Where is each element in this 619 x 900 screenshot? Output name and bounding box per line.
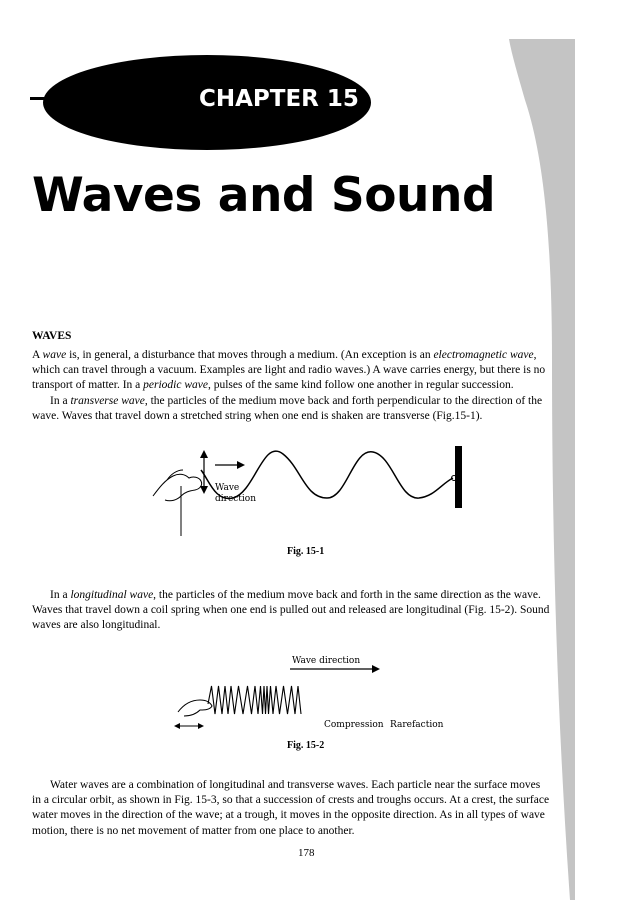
text-line: A wave is, in general, a disturbance that moves through a medium. (An exception is an electromagnetic wave,	[32, 349, 537, 361]
text-line: Waves that travel down a coil spring when one end is pulled out and released are longitudinal (Fig. 15-2). Sound	[32, 604, 550, 617]
hand-illustration	[178, 700, 212, 716]
hand-illustration	[153, 474, 202, 501]
wave-direction-label: Wave	[215, 483, 240, 493]
paragraph-longitudinal	[32, 588, 575, 634]
spring-coil	[208, 686, 301, 714]
page-number: 178	[298, 847, 315, 859]
text-line: waves are also longitudinal.	[32, 619, 161, 632]
figure-longitudinal-wave	[168, 652, 458, 734]
paragraph-water-waves	[32, 778, 575, 839]
text-line: wave. Waves that travel down a stretched string when one end is shaken are transverse (Fig.15-1).	[32, 410, 483, 423]
figure-caption: Fig. 15-2	[287, 740, 325, 751]
text-line: water moves in the direction of the wave; at a trough, it moves in the opposite direction. As in all types of wave	[32, 809, 545, 822]
text-line: motion, there is no net movement of matter from one place to another.	[32, 824, 355, 837]
text-line: In a longitudinal wave, the particles of the medium move back and forth in the same direction as the wave.	[50, 589, 541, 601]
wave-direction-label: Wave direction	[292, 656, 361, 666]
text-line: In a transverse wave, the particles of the medium move back and forth perpendicular to the direction of the	[50, 395, 543, 407]
chapter-rule	[30, 97, 164, 100]
figure-transverse-wave	[145, 440, 465, 540]
wave-direction-label: direction	[215, 494, 257, 504]
compression-label: Compression	[324, 720, 384, 730]
paragraph-transverse	[32, 394, 575, 424]
paragraph-wave-definition	[32, 348, 575, 394]
rarefaction-label: Rarefaction	[390, 720, 444, 730]
text-line: in a circular orbit, as shown in Fig. 15-3, so that a succession of crests and troughs occurs. At a crest, the surface	[32, 794, 550, 807]
chapter-title: Waves and Sound	[32, 168, 496, 223]
figure-caption: Fig. 15-1	[287, 546, 325, 557]
chapter-label: CHAPTER 15	[199, 86, 359, 112]
text-line: which can travel through a vacuum. Examples are light and radio waves.) A wave carries energy, but there is no	[32, 364, 546, 377]
text-line: Water waves are a combination of longitudinal and transverse waves. Each particle near the surface moves	[50, 779, 541, 791]
text-line: transport of matter. In a periodic wave, pulses of the same kind follow one another in regular succession.	[32, 379, 514, 392]
section-heading: WAVES	[32, 330, 72, 342]
